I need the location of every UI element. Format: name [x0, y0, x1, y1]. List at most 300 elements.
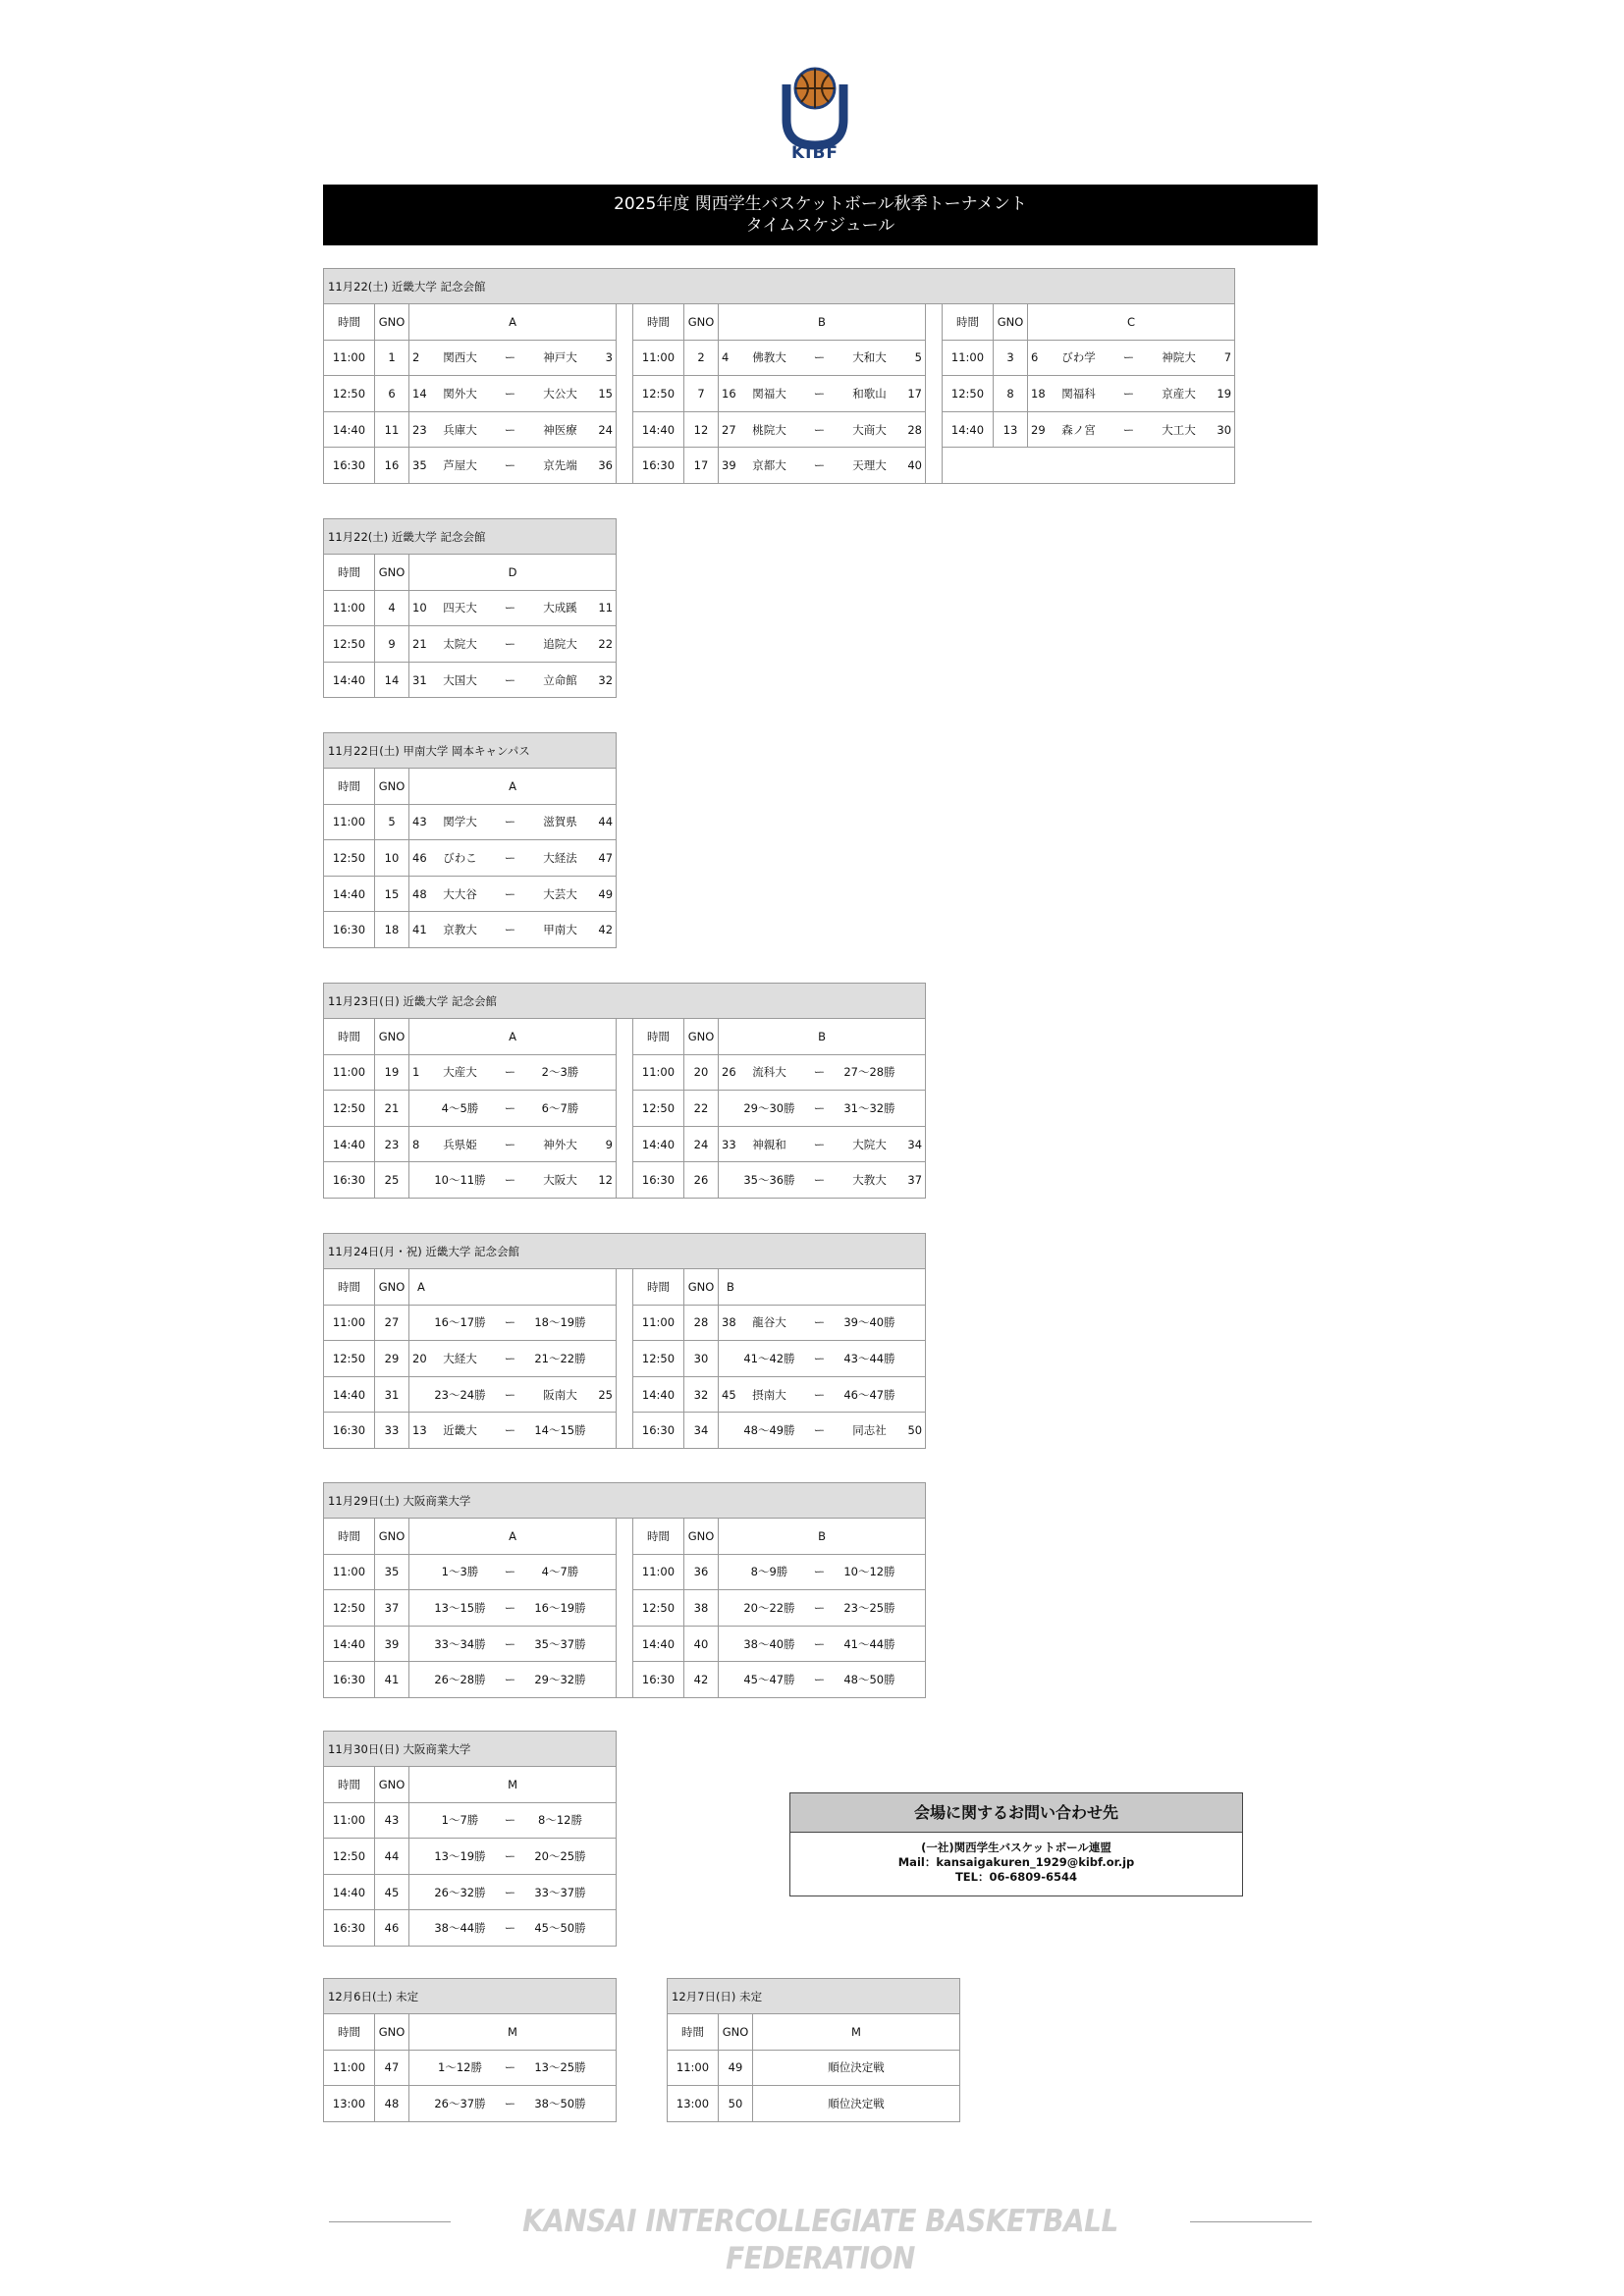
game-time: 12:50 — [633, 1590, 684, 1627]
game-time: 16:30 — [633, 1662, 684, 1698]
versus-dash: ー — [492, 1376, 529, 1413]
game-row — [324, 1162, 926, 1199]
game-row — [324, 1413, 926, 1449]
team2-name: 京産大 — [1148, 376, 1211, 412]
empty-cell — [1028, 448, 1048, 484]
gno-column-header: GNO — [375, 304, 409, 341]
game-time: 14:40 — [633, 1126, 684, 1162]
column-gap — [926, 411, 943, 448]
team2-seed: 19 — [1211, 376, 1235, 412]
team1-seed: 43 — [409, 804, 429, 840]
column-gap — [926, 340, 943, 376]
logo-text: KIBF — [790, 143, 839, 163]
team2-seed — [592, 1662, 617, 1698]
page-subtitle: タイムスケジュール — [745, 216, 895, 236]
team1-seed — [409, 1590, 429, 1627]
game-row — [324, 1910, 617, 1947]
game-time: 12:50 — [324, 840, 375, 877]
team1-seed — [719, 1091, 738, 1127]
game-time: 11:00 — [633, 1305, 684, 1341]
versus-dash: ー — [492, 1162, 529, 1199]
game-time: 14:40 — [324, 876, 375, 912]
column-gap — [617, 1019, 633, 1055]
game-row — [324, 340, 1235, 376]
team2-seed — [901, 1341, 926, 1377]
column-header-row — [324, 2014, 617, 2051]
column-gap — [617, 1413, 633, 1449]
game-time: 13:00 — [324, 2086, 375, 2122]
team1-seed: 31 — [409, 662, 429, 698]
game-time: 11:00 — [324, 1305, 375, 1341]
game-time: 11:00 — [633, 340, 684, 376]
gno-column-header: GNO — [684, 1519, 719, 1555]
team1-name: 摂南大 — [738, 1376, 801, 1413]
versus-dash: ー — [492, 590, 529, 626]
game-number: 5 — [375, 804, 409, 840]
time-column-header: 時間 — [633, 304, 684, 341]
versus-dash: ー — [801, 1376, 839, 1413]
schedule-table — [323, 268, 1235, 484]
column-gap — [617, 304, 633, 341]
game-number: 47 — [375, 2050, 409, 2086]
time-column-header: 時間 — [324, 1767, 375, 1803]
page-title: 2025年度 関西学生バスケットボール秋季トーナメント — [614, 194, 1027, 214]
versus-dash: ー — [1110, 376, 1148, 412]
game-row — [324, 1839, 617, 1875]
game-row — [324, 1126, 926, 1162]
game-row — [324, 590, 617, 626]
team2-seed — [901, 1305, 926, 1341]
team2-name: 神戸大 — [529, 340, 592, 376]
team1-seed: 2 — [409, 340, 429, 376]
team2-seed: 50 — [901, 1413, 926, 1449]
court-label: B — [719, 1269, 926, 1306]
game-time: 11:00 — [324, 1054, 375, 1091]
team2-name: 39～40勝 — [839, 1305, 901, 1341]
team2-name: 46～47勝 — [839, 1376, 901, 1413]
team1-name: 38～44勝 — [429, 1910, 492, 1947]
team2-name: 和歌山 — [839, 376, 901, 412]
game-number: 45 — [375, 1874, 409, 1910]
team1-seed — [409, 2086, 429, 2122]
game-time: 14:40 — [324, 411, 375, 448]
game-time: 16:30 — [324, 1413, 375, 1449]
game-time: 11:00 — [324, 340, 375, 376]
game-number: 16 — [375, 448, 409, 484]
team2-name: 10～12勝 — [839, 1554, 901, 1590]
game-time: 11:00 — [668, 2050, 719, 2086]
versus-dash: ー — [492, 626, 529, 663]
team2-name: 大工大 — [1148, 411, 1211, 448]
gno-column-header: GNO — [375, 1767, 409, 1803]
game-time: 14:40 — [324, 1376, 375, 1413]
game-time: 16:30 — [633, 1413, 684, 1449]
title-band — [323, 185, 1318, 245]
game-row — [324, 1054, 926, 1091]
team2-name: 京先端 — [529, 448, 592, 484]
team2-seed — [592, 1413, 617, 1449]
versus-dash: ー — [492, 1839, 529, 1875]
team2-seed — [592, 1091, 617, 1127]
game-number: 48 — [375, 2086, 409, 2122]
team2-seed — [592, 1554, 617, 1590]
team2-name: 23～25勝 — [839, 1590, 901, 1627]
team1-seed: 33 — [719, 1126, 738, 1162]
team1-seed: 10 — [409, 590, 429, 626]
game-number: 18 — [375, 912, 409, 948]
team1-seed — [719, 1662, 738, 1698]
game-row — [324, 1305, 926, 1341]
game-time: 11:00 — [324, 804, 375, 840]
game-time: 14:40 — [324, 662, 375, 698]
game-time: 12:50 — [943, 376, 994, 412]
game-number: 7 — [684, 376, 719, 412]
schedule-date-venue: 11月24日(月・祝) 近畿大学 記念会館 — [324, 1234, 926, 1269]
schedule-table — [323, 1731, 617, 1947]
column-gap — [617, 1626, 633, 1662]
game-number: 15 — [375, 876, 409, 912]
game-note: 順位決定戦 — [753, 2050, 960, 2086]
team1-name: 関学大 — [429, 804, 492, 840]
game-time: 11:00 — [324, 1802, 375, 1839]
team2-name: 大商大 — [839, 411, 901, 448]
game-number: 11 — [375, 411, 409, 448]
game-time: 12:50 — [633, 376, 684, 412]
team1-seed: 18 — [1028, 376, 1048, 412]
schedule-header-row — [668, 1979, 960, 2014]
game-row — [324, 1626, 926, 1662]
team2-seed — [592, 1839, 617, 1875]
schedule-table — [323, 1978, 617, 2122]
gno-column-header: GNO — [375, 1019, 409, 1055]
schedule-table — [323, 518, 617, 698]
team1-seed — [409, 1554, 429, 1590]
team1-seed: 20 — [409, 1341, 429, 1377]
team1-name: 京都大 — [738, 448, 801, 484]
team1-seed: 4 — [719, 340, 738, 376]
game-time: 16:30 — [324, 1162, 375, 1199]
versus-dash: ー — [492, 1341, 529, 1377]
team2-seed: 9 — [592, 1126, 617, 1162]
court-label: B — [719, 304, 926, 341]
team1-name: 35～36勝 — [738, 1162, 801, 1199]
versus-dash: ー — [492, 1126, 529, 1162]
versus-dash: ー — [492, 876, 529, 912]
game-number: 50 — [719, 2086, 753, 2122]
column-gap — [617, 1305, 633, 1341]
schedule-date-venue: 11月23日(日) 近畿大学 記念会館 — [324, 984, 926, 1019]
team2-seed — [901, 1091, 926, 1127]
game-time: 12:50 — [324, 1590, 375, 1627]
game-number: 9 — [375, 626, 409, 663]
team2-seed: 15 — [592, 376, 617, 412]
court-label: A — [409, 1019, 617, 1055]
footer-rule-left — [329, 2221, 451, 2222]
game-row — [324, 840, 617, 877]
team2-seed: 37 — [901, 1162, 926, 1199]
versus-dash: ー — [492, 1590, 529, 1627]
column-gap — [617, 1162, 633, 1199]
column-header-row — [324, 1019, 926, 1055]
team1-seed: 27 — [719, 411, 738, 448]
team2-name: 大教大 — [839, 1162, 901, 1199]
schedule-header-row — [324, 1234, 926, 1269]
team2-seed: 17 — [901, 376, 926, 412]
team1-seed — [409, 1802, 429, 1839]
game-row — [324, 448, 1235, 484]
column-header-row — [324, 769, 617, 805]
versus-dash: ー — [492, 804, 529, 840]
team1-name: 29～30勝 — [738, 1091, 801, 1127]
game-number: 49 — [719, 2050, 753, 2086]
game-row — [324, 1802, 617, 1839]
game-number: 46 — [375, 1910, 409, 1947]
team2-seed — [592, 1590, 617, 1627]
team1-name: 佛教大 — [738, 340, 801, 376]
game-number: 14 — [375, 662, 409, 698]
time-column-header: 時間 — [324, 1019, 375, 1055]
team2-name: 41～44勝 — [839, 1626, 901, 1662]
schedule-date-venue: 11月30日(日) 大阪商業大学 — [324, 1732, 617, 1767]
column-gap — [617, 411, 633, 448]
team1-name: 近畿大 — [429, 1413, 492, 1449]
game-time: 16:30 — [324, 448, 375, 484]
team2-seed: 28 — [901, 411, 926, 448]
versus-dash: ー — [492, 840, 529, 877]
game-time: 11:00 — [324, 2050, 375, 2086]
versus-dash: ー — [492, 1662, 529, 1698]
court-label: M — [409, 2014, 617, 2051]
empty-cell — [1211, 448, 1235, 484]
team1-seed — [409, 1874, 429, 1910]
versus-dash: ー — [492, 448, 529, 484]
game-time: 16:30 — [633, 448, 684, 484]
team1-seed: 8 — [409, 1126, 429, 1162]
team2-seed — [901, 1554, 926, 1590]
court-label: A — [409, 1269, 617, 1306]
game-row — [324, 411, 1235, 448]
versus-dash: ー — [492, 1910, 529, 1947]
team2-name: 8～12勝 — [529, 1802, 592, 1839]
team1-seed: 16 — [719, 376, 738, 412]
column-gap — [617, 340, 633, 376]
versus-dash: ー — [492, 662, 529, 698]
gno-column-header: GNO — [684, 1019, 719, 1055]
versus-dash: ー — [492, 1626, 529, 1662]
time-column-header: 時間 — [633, 1019, 684, 1055]
game-number: 36 — [684, 1554, 719, 1590]
game-number: 42 — [684, 1662, 719, 1698]
column-header-row — [324, 304, 1235, 341]
game-row — [324, 876, 617, 912]
team2-seed: 24 — [592, 411, 617, 448]
game-number: 38 — [684, 1590, 719, 1627]
team1-seed: 26 — [719, 1054, 738, 1091]
team2-name: 天理大 — [839, 448, 901, 484]
column-gap — [617, 1519, 633, 1555]
team1-name: 関福大 — [738, 376, 801, 412]
time-column-header: 時間 — [324, 2014, 375, 2051]
team2-seed: 7 — [1211, 340, 1235, 376]
team2-seed — [901, 1590, 926, 1627]
game-time: 12:50 — [633, 1341, 684, 1377]
game-time: 11:00 — [633, 1554, 684, 1590]
team1-seed — [409, 1305, 429, 1341]
game-row — [668, 2050, 960, 2086]
game-number: 44 — [375, 1839, 409, 1875]
team2-name: 38～50勝 — [529, 2086, 592, 2122]
game-number: 3 — [994, 340, 1028, 376]
game-time: 16:30 — [633, 1162, 684, 1199]
team1-name: 大大谷 — [429, 876, 492, 912]
versus-dash: ー — [801, 1054, 839, 1091]
game-number: 41 — [375, 1662, 409, 1698]
footer-rule-right — [1190, 2221, 1312, 2222]
court-label: C — [1028, 304, 1235, 341]
versus-dash: ー — [492, 411, 529, 448]
team1-name: 4～5勝 — [429, 1091, 492, 1127]
team2-name: 29～32勝 — [529, 1662, 592, 1698]
schedule-header-row — [324, 984, 926, 1019]
versus-dash: ー — [801, 1662, 839, 1698]
column-gap — [617, 1054, 633, 1091]
versus-dash: ー — [1110, 340, 1148, 376]
footer — [323, 2203, 1318, 2276]
game-time: 14:40 — [633, 1626, 684, 1662]
team1-name: 38～40勝 — [738, 1626, 801, 1662]
team1-seed: 6 — [1028, 340, 1048, 376]
game-number: 10 — [375, 840, 409, 877]
team2-seed — [592, 2050, 617, 2086]
team2-name: 14～15勝 — [529, 1413, 592, 1449]
contact-tel: TEL：06-6809-6544 — [954, 1870, 1078, 1884]
game-time: 14:40 — [943, 411, 994, 448]
team1-name: 1～12勝 — [429, 2050, 492, 2086]
team1-name: びわこ — [429, 840, 492, 877]
schedule-date-venue: 11月22(土) 近畿大学 記念会館 — [324, 269, 1235, 304]
team2-seed: 47 — [592, 840, 617, 877]
schedule-table — [323, 732, 617, 948]
game-row — [324, 376, 1235, 412]
team2-seed: 12 — [592, 1162, 617, 1199]
game-number: 20 — [684, 1054, 719, 1091]
team2-name: 大公大 — [529, 376, 592, 412]
schedule-header-row — [324, 519, 617, 555]
game-number: 21 — [375, 1091, 409, 1127]
game-row — [324, 2086, 617, 2122]
team2-name: 大成蹊 — [529, 590, 592, 626]
schedule-date-venue: 11月29日(土) 大阪商業大学 — [324, 1483, 926, 1519]
team2-name: 27～28勝 — [839, 1054, 901, 1091]
versus-dash: ー — [492, 1554, 529, 1590]
team1-seed: 29 — [1028, 411, 1048, 448]
gno-column-header: GNO — [684, 304, 719, 341]
team1-name: 41～42勝 — [738, 1341, 801, 1377]
game-number: 34 — [684, 1413, 719, 1449]
team1-seed: 48 — [409, 876, 429, 912]
team1-seed — [719, 1554, 738, 1590]
team2-seed: 32 — [592, 662, 617, 698]
time-column-header: 時間 — [324, 1519, 375, 1555]
game-time: 12:50 — [324, 1839, 375, 1875]
gno-column-header: GNO — [684, 1269, 719, 1306]
column-gap — [617, 1091, 633, 1127]
gno-column-header: GNO — [994, 304, 1028, 341]
team1-name: 26～32勝 — [429, 1874, 492, 1910]
team2-seed: 42 — [592, 912, 617, 948]
game-time: 16:30 — [324, 1662, 375, 1698]
team1-seed — [409, 1091, 429, 1127]
game-time: 11:00 — [324, 1554, 375, 1590]
game-row — [324, 1341, 926, 1377]
schedule-header-row — [324, 269, 1235, 304]
team2-name: 大院大 — [839, 1126, 901, 1162]
kibf-logo — [776, 63, 854, 163]
team2-seed: 36 — [592, 448, 617, 484]
column-gap — [926, 448, 943, 484]
versus-dash: ー — [801, 1554, 839, 1590]
team2-name: 45～50勝 — [529, 1910, 592, 1947]
team1-name: 26～37勝 — [429, 2086, 492, 2122]
game-time: 14:40 — [633, 1376, 684, 1413]
team1-seed: 46 — [409, 840, 429, 877]
team1-seed: 14 — [409, 376, 429, 412]
empty-cell — [1148, 448, 1211, 484]
team1-name: 13～19勝 — [429, 1839, 492, 1875]
team1-name: 10～11勝 — [429, 1162, 492, 1199]
game-time: 14:40 — [324, 1626, 375, 1662]
team2-name: 16～19勝 — [529, 1590, 592, 1627]
team1-name: 桃院大 — [738, 411, 801, 448]
schedule-table — [323, 983, 926, 1199]
game-time: 16:30 — [324, 912, 375, 948]
game-number: 17 — [684, 448, 719, 484]
team2-name: 同志社 — [839, 1413, 901, 1449]
team2-name: 神医療 — [529, 411, 592, 448]
team2-seed — [592, 2086, 617, 2122]
game-row — [324, 804, 617, 840]
team1-seed: 23 — [409, 411, 429, 448]
game-number: 27 — [375, 1305, 409, 1341]
game-number: 43 — [375, 1802, 409, 1839]
game-time: 12:50 — [633, 1091, 684, 1127]
game-time: 12:50 — [324, 1091, 375, 1127]
game-row — [324, 2050, 617, 2086]
team2-name: 大経法 — [529, 840, 592, 877]
team2-seed — [901, 1376, 926, 1413]
team2-name: 20～25勝 — [529, 1839, 592, 1875]
versus-dash: ー — [492, 1413, 529, 1449]
column-gap — [926, 304, 943, 341]
game-row — [324, 626, 617, 663]
court-label: M — [753, 2014, 960, 2051]
team2-name: 35～37勝 — [529, 1626, 592, 1662]
versus-dash: ー — [801, 376, 839, 412]
column-gap — [617, 1341, 633, 1377]
team1-seed — [719, 1162, 738, 1199]
column-header-row — [324, 1519, 926, 1555]
team2-seed: 11 — [592, 590, 617, 626]
footer-text: KANSAI INTERCOLLEGIATE BASKETBALL FEDERATION — [522, 2204, 1118, 2276]
versus-dash: ー — [492, 1054, 529, 1091]
schedule-table — [667, 1978, 960, 2122]
team1-name: 京教大 — [429, 912, 492, 948]
team2-name: 神外大 — [529, 1126, 592, 1162]
team2-seed: 40 — [901, 448, 926, 484]
court-label: M — [409, 1767, 617, 1803]
team2-seed — [592, 1802, 617, 1839]
versus-dash: ー — [492, 1874, 529, 1910]
